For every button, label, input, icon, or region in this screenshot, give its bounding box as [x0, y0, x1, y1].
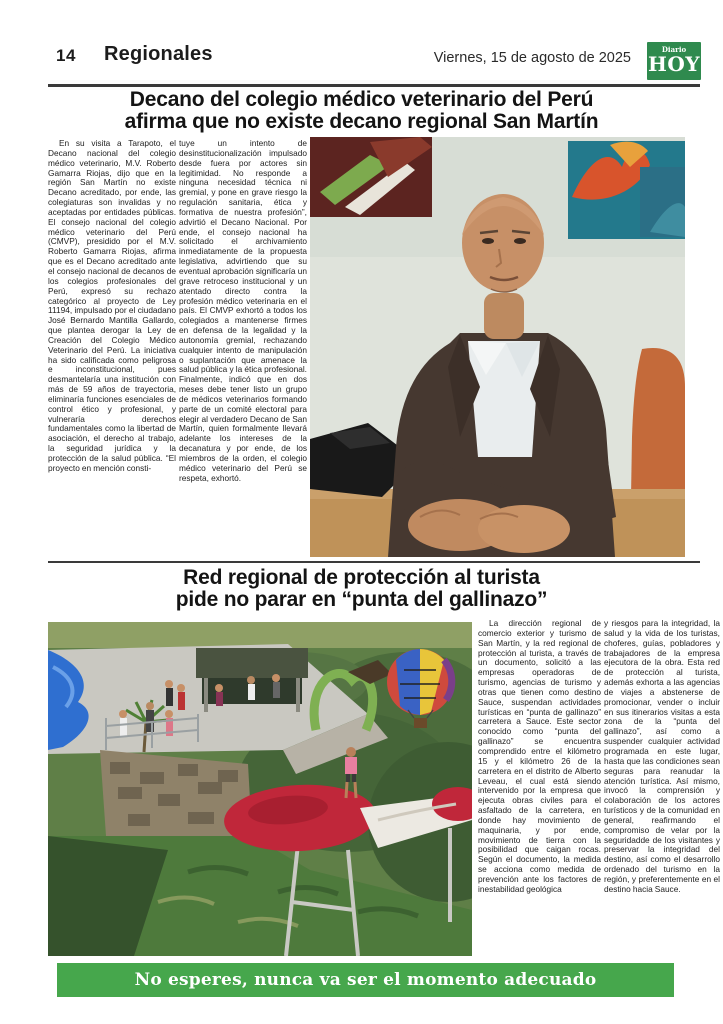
article2-headline-line1: Red regional de protección al turista — [183, 566, 540, 589]
newspaper-logo — [647, 42, 701, 80]
painting-left — [310, 137, 432, 217]
header-rule — [48, 84, 700, 87]
article1-headline-line2: afirma que no existe decano regional San Martín — [124, 109, 599, 133]
article1-headline — [0, 89, 723, 132]
article1-column-1: En su visita a Tarapoto, el Decano nacional del colegio médico veterinario, M.V. Roberto Gamarra Riojas, dijo que en la región San Martín no existe Decano acreditado, por ende, las colegiaturas son invalidas y no aceptadas por entidades públicas. El consejo nacional del colegio médico veterinario del Perú (CMVP), presidido por el M.V. Roberto Gamarra Riojas, afirma que es el Decano acreditado ante el consejo nacional de decanos de los colegios profesionales del Perú, expresó su rechazo categórico al proyecto de Ley 11194, impulsado por el ciudadano José Bernardo Mantilla Gallardo, que plantea derogar la Ley de Creación del Colegio Médico Veterinario del Perú. La iniciativa ha sido calificada como peligrosa e inconstitucional, pues desmantelaría una institución con más de 59 años de trayectoria, eliminaría funciones esenciales de control ético y profesional, y vulneraría derechos fundamentales como la libertad de asociación, el derecho al trabajo, la seguridad jurídica y la protección de la salud pública. “El proyecto en mención consti- — [48, 138, 176, 473]
article1-photo — [310, 137, 685, 557]
article1-column-2: tuye un intento de desinstitucionalización impulsado desde fuera por actores sin legitimidad. No responde a ninguna necesidad técnica ni gremial, y pone en grave riesgo la regulación sanitaria, ética y formativa de nuestra profesión”, advirtió el Decano Nacional. Por ende, el consejo nacional ha solicitado el archivamiento inmediatamente de la propuesta legislativa, advirtiendo que su eventual aprobación significaría un grave retroceso institucional y un atentado directo contra la profesión médico veterinaria en el país. El CMVP exhortó a todos los colegiados a mantenerse firmes en defensa de la legalidad y la autonomía gremial, rechazando cualquier intento de manipulación o suplantación que amenace la salud pública y la ética profesional. Finalmente, indicó que en dos meses debe tener listo un grupo de médicos veterinarios formando parte de un comité electoral para elegir al verdadero Decano de San Martín, quien formalmente llevará adelante los intereses de la decanatura y por ende, de los miembros de la orden, el colegio médico veterinario del Perú se respeta, exhortó. — [179, 138, 307, 483]
painting-right — [568, 141, 685, 239]
article2-photo — [48, 622, 472, 956]
article2-column-2: y riesgos para la integridad, la salud y la vida de los turistas, choferes, guías, pobladores y trabajadores de la empresa ejecutora de la obra. Esta red de protección al turista, además exhorta a las agencias de viajes a abstenerse de promocionar, vender o incluir en sus itinerarios visitas a esta zona de la “punta del gallinazo”, así como a suspender cualquier actividad programada en este lugar, hasta que las condiciones sean seguras para reanudar la atención turística. Así mismo, invocó la comprensión y colaboración de los actores turísticos y de la comunidad en general, reafirmando el compromiso de velar por la seguridadde de los visitantes y preservar la integridad del destino, así como el desarrollo ordenado del turismo en la región, y preferentemente en el destino hacia Sauce. — [604, 618, 720, 894]
page-number: 14 — [56, 46, 76, 65]
article1-headline-line1: Decano del colegio médico veterinario del Perú — [129, 88, 594, 111]
photo-man-at-table — [310, 137, 685, 557]
logo-main-text: HOY — [647, 52, 701, 76]
bottom-banner — [57, 963, 674, 997]
photo-punta-del-gallinazo — [48, 622, 472, 956]
article-divider-rule — [48, 561, 700, 563]
article2-headline — [0, 567, 723, 610]
section-title: Regionales — [104, 43, 213, 65]
article2-column-1: La dirección regional de comercio exterior y turismo de San Martín, y la red regional de protección al turista, a través de un documento, solicitó a las empresas operadoras de turismo, agencias de turismo y otras que tienen como destino Sauce, suspendan actividades turísticas en “punta de gallinazo” carretera a Sauce. Este sector conocido como “punta del gallinazo” se encuentra comprendido entre el kilómetro 15 y el kilómetro 26 de la carretera en el distrito de Alberto Leveau, el cual está siendo intervenido por la empresa que ejecuta obras civiles para el asfaltado de la carretera, en donde hay movimiento de maquinaria, y por ende, movimiento de tierra con la posibilidad que caigan rocas. Según el documento, la medida se acciona como medida de prevención ante los factores de inestabilidad geológica — [478, 618, 601, 894]
article2-headline-line2: pide no parar en “punta del gallinazo” — [175, 587, 548, 611]
issue-date: Viernes, 15 de agosto de 2025 — [433, 50, 631, 66]
banner-text: No esperes, nunca va ser el momento adecuado — [134, 970, 597, 990]
logo-top-text: Diario — [661, 45, 687, 54]
